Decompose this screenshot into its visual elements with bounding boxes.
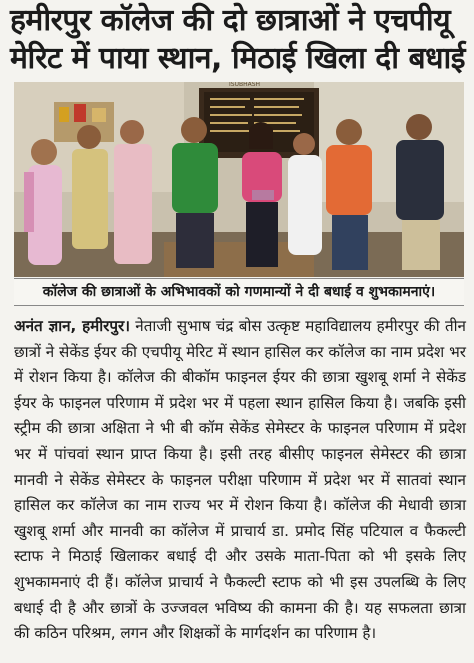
group-photo (14, 82, 464, 277)
board-text: ISUBHASH (229, 82, 261, 88)
photo-caption: कॉलेज की छात्राओं के अभिभावकों को गणमान्यों ने दी बधाई व शुभकामनाएं। (14, 278, 464, 306)
group-photo-illustration (14, 82, 464, 277)
headline: हमीरपुर कॉलेज की दो छात्राओं ने एचपीयू मेरिट में पाया स्थान, मिठाई खिला दी बधाई (10, 3, 466, 76)
article-dateline: अनंत ज्ञान, हमीरपुर। (14, 317, 130, 335)
article-text: नेताजी सुभाष चंद्र बोस उत्कृष्ट महाविद्यालय हमीरपुर की तीन छात्रों ने सेकेंड ईयर की एचपीयू मेरिट में स्थान हासिल कर कॉलेज का नाम प्रदेश भर में रोशन किया है। कॉलेज की बीकॉम फाइनल ईयर की छात्रा खुशबू शर्मा ने सेकेंड ईयर के फाइनल परिणाम में प्रदेश भर में पहला स्थान हासिल किया है। जबकि इसी स्ट्रीम की छात्रा अक्षिता ने भी बी कॉम सेकेंड सेमेस्टर के फाइनल परिणाम में प्रदेश भर में पांचवां स्थान प्राप्त किया है। इसी तरह बीसीए फाइनल सेमेस्टर की छात्रा मानवी ने सेकेंड सेमेस्टर के फाइनल परीक्षा परिणाम में प्रदेश भर में सातवां स्थान हासिल कर कॉलेज का नाम राज्य भर में रोशन किया है। कॉलेज की मेधावी छात्रा खुशबू शर्मा और मानवी का कॉलेज में प्राचार्य डा. प्रमोद सिंह पटियाल व फैकल्टी स्टाफ ने मिठाई खिलाकर बधाई दी और उसके माता-पिता को भी इसके लिए शुभकामनाएं दी हैं। कॉलेज प्राचार्य ने फैकल्टी स्टाफ को भी इस उपलब्धि के लिए बधाई दी है और छात्रों के उज्जवल भविष्य की कामना की है। यह सफलता छात्रा की कठिन परिश्रम, लगन और शिक्षकों के मार्गदर्शन का परिणाम है। (14, 317, 466, 643)
article-body (14, 314, 466, 647)
